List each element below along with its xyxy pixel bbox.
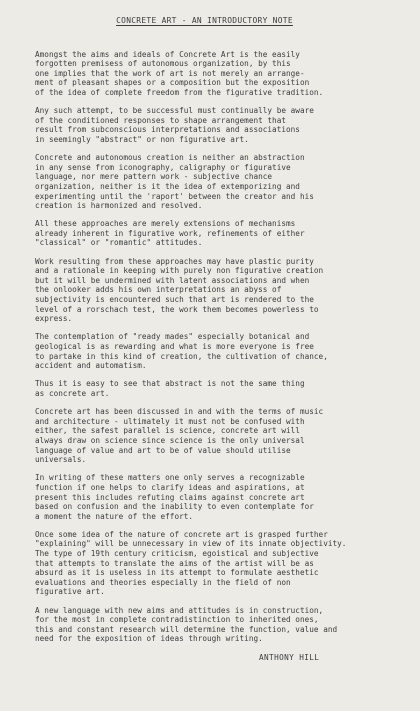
paragraph-5: Work resulting from these approaches may have plastic purity and a rationale in keeping with purely non figurative creation but it will be undermined with latent associations and when the onlooker adds his own interpretations an abyss of subjectivity is encountered such that art is rendered to the level of a rorschach test, the work them becomes powerless to express. <box>35 256 324 324</box>
document-title <box>35 16 394 26</box>
document-title-text: CONCRETE ART - AN INTRODUCTORY NOTE <box>116 16 293 25</box>
paragraph-10: Once some idea of the nature of concrete art is grasped further "explaining" will be unnecessary in view of its innate objectivity. The type of 19th century criticism, egoistical and subjective that attempts to translate the aims of the artist will be as absurd as it is useless in its attempt to formulate aesthetic evaluations and theories especially in the field of non figurative art. <box>35 529 347 597</box>
paragraph-6: The contemplation of "ready mades" especially botanical and geological is as rewarding and what is more everyone is free to partake in this kind of creation, the cultivation of chance, accident and automatism. <box>35 332 328 371</box>
paragraph-1: Amongst the aims and ideals of Concrete Art is the easily forgotten premisess of autonomous organization, by this one implies that the work of art is not merely an arrange- ment of pleasant shapes or a composition but the exposition of the idea of complete freedom from the figurative tradition. <box>35 49 324 97</box>
author-signature: ANTHONY HILL <box>259 653 320 662</box>
paragraph-4: All these approaches are merely extensions of mechanisms already inherent in figurative work, refinements of either "classical" or "romantic" attitudes. <box>35 219 305 248</box>
paragraph-8: Concrete art has been discussed in and with the terms of music and architecture - ultimately it must not be confused with either, the safest parallel is science, concrete art will always draw on science since science is the only universal language of value and art to be of value should utilise universals. <box>35 407 324 465</box>
paragraph-11: A new language with new aims and attitudes is in construction, for the most in complete contradistinction to inherited ones, this and constant research will determine the function, value and need for the exposition of ideas through writing. <box>35 605 338 644</box>
paragraph-3: Concrete and autonomous creation is neither an abstraction in any sense from iconography, caligraphy or figurative language, nor mere pattern work - subjective chance organization, neither is it the idea of extemporizing and experimenting until the 'raport' between the creator and his creation is harmonized and resolved. <box>35 153 314 211</box>
paragraph-7: Thus it is easy to see that abstract is not the same thing as concrete art. <box>35 379 305 398</box>
paragraph-9: In writing of these matters one only serves a recognizable function if one helps to clarify ideas and aspirations, at present this includes refuting claims against concrete art based on confusion and the inability to even contemplate for a moment the nature of the effort. <box>35 473 314 521</box>
paragraph-2: Any such attempt, to be successful must continually be aware of the conditioned responses to shape arrangement that result from subconscious interpretations and associations in seemingly "abstract" or non figurative art. <box>35 106 314 144</box>
